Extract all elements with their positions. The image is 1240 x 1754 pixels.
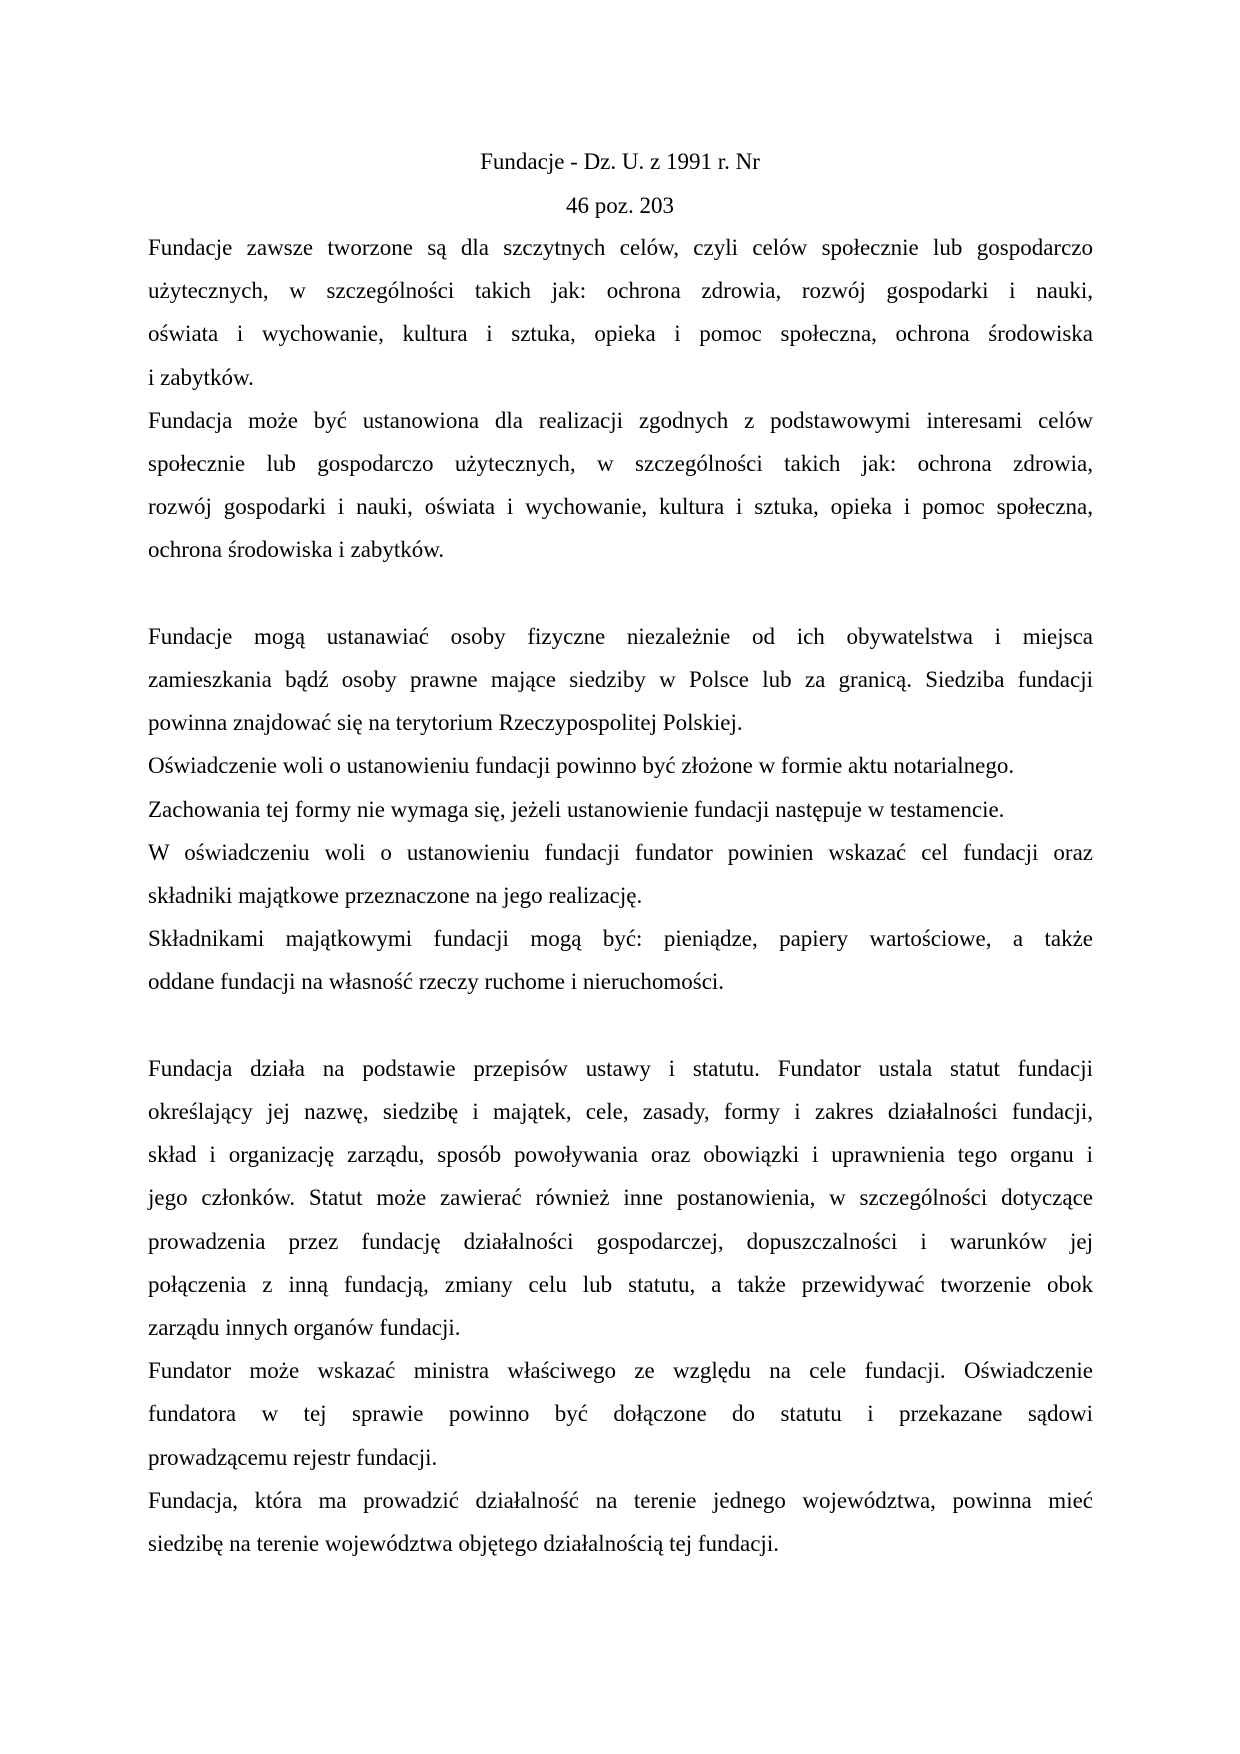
paragraph-line: składniki majątkowe przeznaczone na jego realizację. (148, 883, 643, 908)
paragraph-line: połączenia z inną fundacją, zmiany celu lub statutu, a także przewidywać tworzenie obok (148, 1272, 1093, 1297)
paragraph-line: użytecznych, w szczególności takich jak: ochrona zdrowia, rozwój gospodarki i nauki, (148, 278, 1093, 303)
paragraph-line: Składnikami majątkowymi fundacji mogą być: pieniądze, papiery wartościowe, a także (148, 926, 1093, 951)
paragraph-line: powinna znajdować się na terytorium Rzeczypospolitej Polskiej. (148, 710, 743, 735)
paragraph-line: prowadzenia przez fundację działalności gospodarczej, dopuszczalności i warunków jej (148, 1229, 1093, 1254)
paragraph-line: oddane fundacji na własność rzeczy ruchome i nieruchomości. (148, 969, 725, 994)
paragraph-line: ochrona środowiska i zabytków. (148, 537, 445, 562)
paragraph-line: Fundacja działa na podstawie przepisów ustawy i statutu. Fundator ustala statut fundacji (148, 1056, 1093, 1081)
paragraph-line: skład i organizację zarządu, sposób powoływania oraz obowiązki i uprawnienia tego organu i (148, 1142, 1093, 1167)
paragraph-line: Fundacje zawsze tworzone są dla szczytnych celów, czyli celów społecznie lub gospodarczo (148, 235, 1093, 260)
paragraph-line: Oświadczenie woli o ustanowieniu fundacji powinno być złożone w formie aktu notarialnego. (148, 753, 1015, 778)
paragraph-line: Zachowania tej formy nie wymaga się, jeżeli ustanowienie fundacji następuje w testamencie. (148, 797, 1005, 822)
paragraph-line: Fundacja może być ustanowiona dla realizacji zgodnych z podstawowymi interesami celów (148, 408, 1093, 433)
paragraph-line: określający jej nazwę, siedzibę i majątek, cele, zasady, formy i zakres działalności fundacji, (148, 1099, 1093, 1124)
paragraph-line: Fundacja, która ma prowadzić działalność na terenie jednego województwa, powinna mieć (148, 1488, 1093, 1513)
paragraph-line: jego członków. Statut może zawierać również inne postanowienia, w szczególności dotyczące (148, 1185, 1093, 1210)
paragraph-line: W oświadczeniu woli o ustanowieniu fundacji fundator powinien wskazać cel fundacji oraz (148, 840, 1093, 865)
paragraph-line: prowadzącemu rejestr fundacji. (148, 1445, 438, 1470)
paragraph-line: Fundator może wskazać ministra właściwego ze względu na cele fundacji. Oświadczenie (148, 1358, 1093, 1383)
paragraph-line: rozwój gospodarki i nauki, oświata i wychowanie, kultura i sztuka, opieka i pomoc społeczna, (148, 494, 1093, 519)
paragraph-line: zarządu innych organów fundacji. (148, 1315, 461, 1340)
paragraph-line: zamieszkania bądź osoby prawne mające siedziby w Polsce lub za granicą. Siedziba fundacji (148, 667, 1093, 692)
paragraph-line: siedzibę na terenie województwa objętego działalnością tej fundacji. (148, 1531, 779, 1556)
paragraph-line: oświata i wychowanie, kultura i sztuka, opieka i pomoc społeczna, ochrona środowiska (148, 321, 1093, 346)
paragraph-line: Fundacje mogą ustanawiać osoby fizyczne niezależnie od ich obywatelstwa i miejsca (148, 624, 1093, 649)
document-title-line-1: Fundacje - Dz. U. z 1991 r. Nr (480, 149, 760, 174)
paragraph-line: fundatora w tej sprawie powinno być dołączone do statutu i przekazane sądowi (148, 1401, 1093, 1426)
paragraph-line: społecznie lub gospodarczo użytecznych, w szczególności takich jak: ochrona zdrowia, (148, 451, 1093, 476)
paragraph-line: i zabytków. (148, 365, 254, 390)
document-title-line-2: 46 poz. 203 (566, 193, 674, 218)
